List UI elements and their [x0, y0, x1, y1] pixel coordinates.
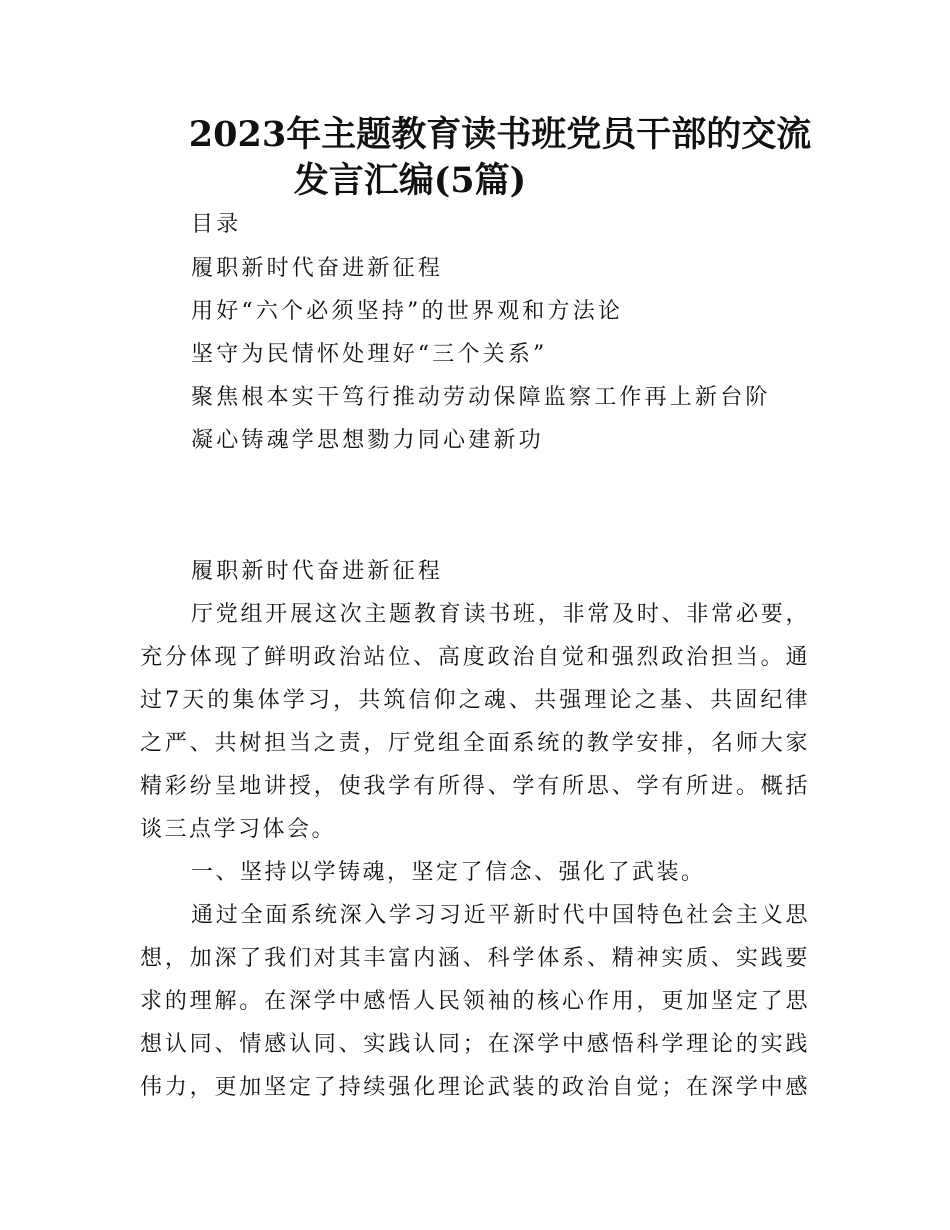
- paragraph-line: 想，加深了我们对其丰富内涵、科学体系、精神实质、实践要: [140, 946, 810, 971]
- toc-heading: 目录: [191, 212, 242, 237]
- toc-item: 凝心铸魂学思想勠力同心建新功: [191, 428, 544, 453]
- paragraph-line: 之严、共树担当之责，厅党组全面系统的教学安排，名师大家: [140, 731, 810, 756]
- paragraph-line: 过7天的集体学习，共筑信仰之魂、共强理论之基、共固纪律: [140, 688, 810, 713]
- document-title-line-2: 发言汇编(5篇): [293, 160, 527, 201]
- toc-item: 坚守为民情怀处理好“三个关系”: [191, 342, 548, 367]
- document-title-line-1: 2023年主题教育读书班党员干部的交流: [188, 114, 812, 155]
- paragraph-line: 厅党组开展这次主题教育读书班，非常及时、非常必要，: [191, 602, 810, 627]
- paragraph-line: 谈三点学习体会。: [140, 817, 337, 842]
- paragraph-line: 充分体现了鲜明政治站位、高度政治自觉和强烈政治担当。通: [140, 645, 810, 670]
- paragraph-line: 伟力，更加坚定了持续强化理论武装的政治自觉；在深学中感: [140, 1075, 810, 1100]
- toc-item: 聚焦根本实干笃行推动劳动保障监察工作再上新台阶: [191, 385, 771, 410]
- paragraph-line: 精彩纷呈地讲授，使我学有所得、学有所思、学有所进。概括: [140, 774, 810, 799]
- paragraph-line: 想认同、情感认同、实践认同；在深学中感悟科学理论的实践: [140, 1032, 810, 1057]
- paragraph-line: 求的理解。在深学中感悟人民领袖的核心作用，更加坚定了思: [140, 989, 810, 1014]
- toc-item: 用好“六个必须坚持”的世界观和方法论: [191, 299, 624, 324]
- section-heading: 履职新时代奋进新征程: [191, 559, 444, 584]
- paragraph-line: 通过全面系统深入学习习近平新时代中国特色社会主义思: [191, 903, 810, 928]
- point-heading: 一、坚持以学铸魂，坚定了信念、强化了武装。: [191, 860, 706, 885]
- toc-item: 履职新时代奋进新征程: [191, 256, 444, 281]
